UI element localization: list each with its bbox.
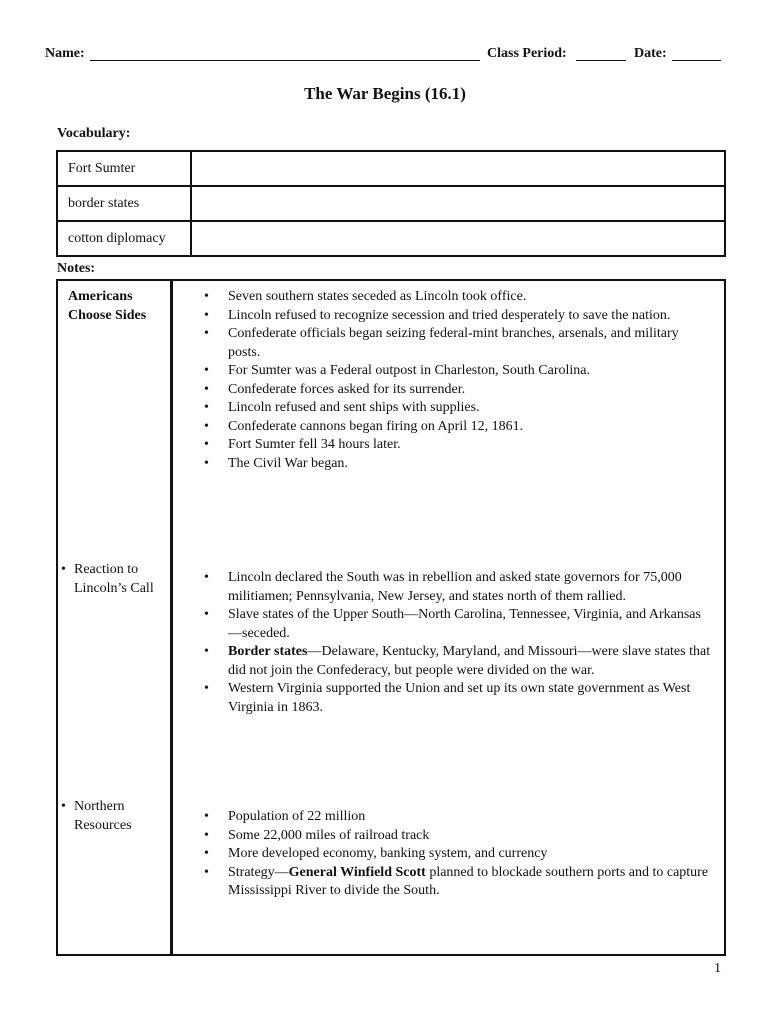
list-item: • Lincoln refused and sent ships with supplies. — [204, 399, 714, 418]
bullet-icon: • — [204, 418, 209, 434]
topic-line: Choose Sides — [68, 308, 147, 323]
name-field-line[interactable] — [90, 46, 480, 61]
notes-table — [56, 279, 726, 956]
class-period-label: Class Period: — [487, 46, 567, 61]
list-item: • Some 22,000 miles of railroad track — [204, 827, 714, 846]
bullet-icon: • — [204, 437, 209, 452]
bold-term: Border states — [228, 644, 308, 659]
list-item: • Lincoln refused to recognize secession and tried desperately to save the nation. — [204, 307, 714, 326]
notes-list-reaction-to-lincolns-call — [204, 569, 714, 717]
bullet-icon: • — [204, 644, 209, 659]
bullet-icon: • — [204, 363, 209, 378]
bullet-icon: • — [204, 570, 209, 585]
bullet-icon: • — [204, 607, 209, 622]
bullet-icon: • — [61, 562, 66, 577]
vocab-row-border-states — [56, 185, 726, 222]
page-title: The War Begins (16.1) — [304, 84, 466, 103]
list-item: • More developed economy, banking system, and currency — [204, 845, 714, 864]
student-info-header — [45, 46, 725, 68]
date-field-line[interactable] — [672, 46, 721, 61]
bullet-icon: • — [204, 326, 209, 341]
list-item: • Fort Sumter fell 34 hours later. — [204, 436, 714, 455]
topic-northern-resources — [61, 797, 165, 835]
bullet-icon: • — [204, 381, 209, 397]
list-item: • For Sumter was a Federal outpost in Charleston, South Carolina. — [204, 362, 714, 381]
list-item: • Strategy—General Winfield Scott planned to blockade southern ports and to capture Mississippi River to divide the South. — [204, 864, 709, 898]
date-label: Date: — [634, 46, 667, 61]
bullet-icon: • — [204, 681, 209, 696]
list-item: • Confederate forces asked for its surrender. — [204, 381, 714, 400]
list-item: • Population of 22 million — [204, 808, 714, 827]
bullet-icon: • — [204, 400, 209, 415]
vocab-term: cotton diplomacy — [58, 222, 192, 255]
vocab-definition-field[interactable] — [194, 152, 724, 185]
bullet-icon: • — [204, 864, 209, 880]
vocab-term: border states — [58, 187, 192, 220]
bullet-icon: • — [61, 799, 66, 814]
vocabulary-label: Vocabulary: — [57, 126, 131, 141]
topic-line: Reaction to — [74, 562, 139, 577]
bullet-icon: • — [204, 809, 209, 824]
list-item: • Slave states of the Upper South—North Carolina, Tennessee, Virginia, and Arkansas—seceded. — [204, 607, 701, 641]
vocab-row-fort-sumter — [56, 150, 726, 187]
topic-reaction-to-lincolns-call — [61, 560, 165, 598]
bullet-icon: • — [204, 455, 209, 471]
list-item: • The Civil War began. — [204, 455, 714, 474]
vocab-term: Fort Sumter — [58, 152, 192, 185]
name-label: Name: — [45, 46, 85, 61]
topic-line: Americans — [68, 289, 133, 304]
notes-column-divider — [170, 281, 173, 954]
topic-line: Resources — [74, 818, 132, 833]
list-item: • Seven southern states seceded as Lincoln took office. — [204, 288, 714, 307]
list-item: • Confederate officials began seizing federal-mint branches, arsenals, and military posts. — [204, 326, 679, 360]
topic-line: Northern — [74, 799, 125, 814]
bullet-icon: • — [204, 307, 209, 323]
topic-americans-choose-sides — [68, 287, 168, 325]
bullet-icon: • — [204, 846, 209, 861]
vocab-definition-field[interactable] — [194, 222, 724, 255]
list-item: • Border states—Delaware, Kentucky, Maryland, and Missouri—were slave states that did not join the Confederacy, but people were divided on the war. — [204, 644, 711, 678]
notes-label: Notes: — [57, 261, 96, 276]
topic-line: Lincoln’s Call — [74, 581, 154, 596]
list-item: • Lincoln declared the South was in rebellion and asked state governors for 75,000 militiamen; Pennsylvania, New Jersey, and states north of them rallied. — [204, 570, 682, 604]
list-item: • Confederate cannons began firing on April 12, 1861. — [204, 418, 714, 437]
list-item: • Western Virginia supported the Union and set up its own state government as West Virginia in 1863. — [204, 681, 691, 715]
bold-term: General Winfield Scott — [288, 864, 426, 880]
bullet-icon: • — [204, 289, 209, 304]
notes-list-americans-choose-sides — [204, 288, 714, 473]
notes-list-northern-resources — [204, 808, 714, 901]
class-period-field-line[interactable] — [576, 46, 626, 61]
page-number: 1 — [714, 961, 721, 976]
bullet-icon: • — [204, 827, 209, 843]
vocab-row-cotton-diplomacy — [56, 220, 726, 257]
vocab-definition-field[interactable] — [194, 187, 724, 220]
